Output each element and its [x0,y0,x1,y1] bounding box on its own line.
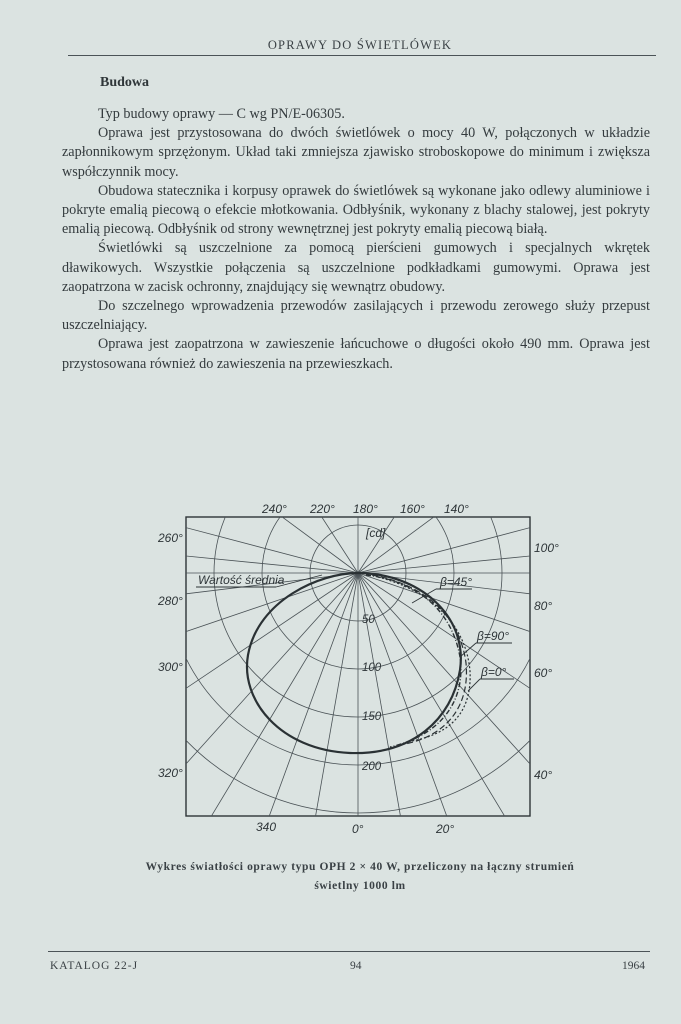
radial-label-50: 50 [362,614,375,626]
footer-catalog: KATALOG 22-J [50,960,139,972]
paragraph-type: Typ budowy oprawy — C wg PN/E-06305. [98,106,345,122]
paragraph-housing: Obudowa statecznika i korpusy oprawek do świetlówek są wykonane jako odlewy aluminiowe i pokryte emalią piecową o efekcie młotkowania. Odbłyśnik, wykonany z blachy stalowej, jest pokryty emalią piecową. Odbłyśnik od strony wewnętrznej jest pokryty emalią piecową białą. [62,182,650,238]
unit-label: [cd] [366,526,386,540]
radial-label-200: 200 [362,761,382,773]
radial-label-150: 150 [362,711,382,723]
label-beta-45: β=45° [440,575,473,589]
figure-caption: Wykres światłości oprawy typu OPH 2 × 40 W, przeliczony na łączny strumień świetlny 1000 lm [145,861,575,892]
angle-label-300: 300° [158,660,183,674]
paragraph-suspension: Oprawa jest zaopatrzona w zawieszenie łańcuchowe o długości około 490 mm. Oprawa jest przystosowana również do zawieszenia na przewieszkach. [62,336,650,372]
angle-label-220: 220° [310,502,335,516]
paragraph-lamps: Oprawa jest przystosowana do dwóch świetlówek o mocy 40 W, połączonych w układzie zapłonnikowym sprzężonym. Układ taki zmniejsza zjawisko stroboskopowe do minimum i zwiększa współczynnik mocy. [62,125,650,180]
angle-label-40: 40° [534,768,553,782]
section-heading: Budowa [100,75,150,90]
angle-label-240: 240° [262,502,287,516]
angle-label-20: 20° [436,822,455,836]
angle-label-280: 280° [158,594,183,608]
polar-luminous-intensity-diagram [150,495,570,845]
polar-diagram-svg [150,495,570,845]
footer-year: 1964 [622,960,645,972]
paragraph-cable-entry: Do szczelnego wprowadzenia przewodów zasilających i przewodu zerowego służy przepust uszczelniający. [62,298,650,334]
label-beta-0: β=0° [481,665,507,679]
angle-label-340: 340 [256,820,277,834]
page-number: 94 [350,960,362,972]
paragraph-sealing: Świetlówki są uszczelnione za pomocą pierścieni gumowych i specjalnych wkrętek dławikowych. Wszystkie połączenia są uszczelnione podkładkami gumowymi. Oprawa jest zaopatrzona w zacisk ochronny, znajdujący się wewnątrz obudowy. [62,240,650,295]
angle-label-100: 100° [534,541,559,555]
header-rule [68,55,656,56]
body-text [62,105,650,374]
angle-label-180: 180° [353,502,378,516]
radial-label-100: 100 [362,662,382,674]
curve-beta-0 [378,575,473,741]
running-title: OPRAWY DO ŚWIETLÓWEK [267,38,453,52]
label-beta-90: β=90° [477,629,510,643]
angle-label-140: 140° [444,502,469,516]
label-average: Wartość średnia [198,573,285,587]
curve-beta-90 [372,575,466,745]
angle-label-320: 320° [158,766,183,780]
angle-label-80: 80° [534,599,553,613]
footer-rule [48,951,650,952]
angle-label-60: 60° [534,666,553,680]
angle-label-160: 160° [400,502,425,516]
angle-label-0: 0° [352,822,364,836]
angle-label-260: 260° [158,531,183,545]
concentric-grid-circles [150,495,570,813]
